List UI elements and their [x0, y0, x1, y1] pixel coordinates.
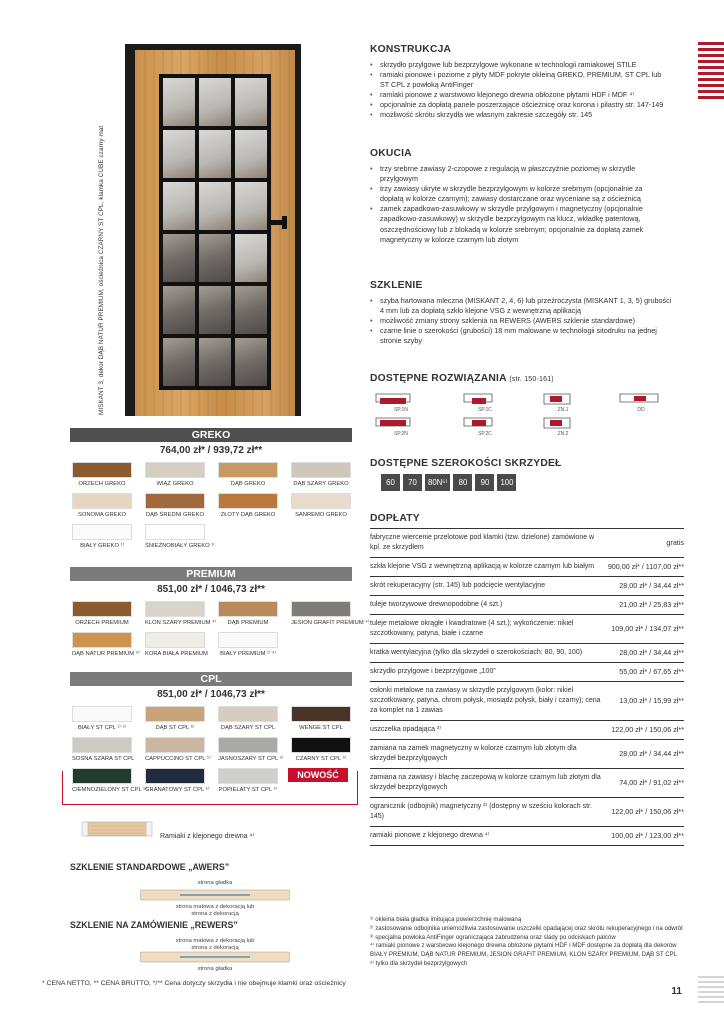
- surcharge-row: [370, 615, 684, 644]
- glazing-order-diagram-icon: [140, 950, 290, 964]
- surcharge-description: zamiana na zamek magnetyczny w kolorze czarnym lub złotym dla skrzydeł bezprzylgowych: [370, 740, 602, 769]
- swatch-chip: [218, 706, 278, 722]
- szklenie-item: stronie szyby: [380, 336, 422, 346]
- widths-section: [370, 458, 684, 469]
- premium-panel: [70, 567, 370, 657]
- swatch-label: JASNOSZARY ST CPL ⁵⁾: [218, 756, 284, 762]
- color-swatch: [145, 493, 205, 518]
- glazing-order-top-label-1: strona matowa z dekoracją lub: [175, 938, 255, 944]
- swatch-label: KORA BIAŁA PREMIUM: [145, 651, 208, 657]
- surcharge-price: gratis: [602, 529, 684, 558]
- swatch-label: SONOMA GREKO: [78, 512, 126, 518]
- swatch-chip: [218, 601, 278, 617]
- swatch-label: BIAŁY ST CPL ¹⁾ ⁵⁾: [77, 725, 127, 731]
- okucia-item: • trzy srebrne zawiasy 2-czopowe z regulacją w płaszczyźnie poziomej w skrzydle: [370, 164, 684, 174]
- glazing-order-top-label-2: strona z dekoracją: [191, 945, 239, 951]
- width-option: 80: [453, 474, 472, 491]
- konstrukcja-list: [370, 60, 684, 121]
- greko-title: GREKO: [70, 428, 352, 442]
- door-handle: [269, 220, 287, 225]
- solutions-section: [370, 373, 684, 384]
- swatch-label: SOSNA SZARA ST CPL: [72, 756, 135, 762]
- surcharge-description: osłonki metalowe na zawiasy w skrzydle przylgowym (kolor: nikiel szczotkowany, patyna, chrom połysk, mosiądz połysk, biały i czarny); cena za komplet na 1 zawias: [370, 682, 602, 721]
- surcharge-row: [370, 769, 684, 798]
- width-option: 80N⁵⁾: [425, 474, 450, 491]
- surcharge-row: [370, 529, 684, 558]
- footnote-line: ¹⁾ okleina biała gładka imitująca powierzchnię malowaną: [370, 916, 522, 923]
- color-swatch: [145, 524, 215, 549]
- swatch-chip: [291, 706, 351, 722]
- swatch-chip: [145, 524, 205, 540]
- color-swatch: [72, 632, 140, 657]
- surcharge-description: ramiaki pionowe z klejonego drewna ⁴⁾: [370, 827, 602, 846]
- surcharge-description: tuleje metalowe okrągłe i kwadratowe (4 szt.); wykończenie: nikiel szczotkowany, patyna, białe i czarne: [370, 615, 602, 644]
- konstrukcja-title: KONSTRUKCJA: [370, 44, 452, 55]
- width-option: 100: [497, 474, 516, 491]
- surcharge-row: [370, 798, 684, 827]
- footnote-line: BIAŁY PREMIUM, DĄB NATUR PREMIUM, JESION GRAFIT PREMIUM, KLON SZARY PREMIUM, DĄB ST CPL: [370, 951, 678, 959]
- okucia-title: OKUCIA: [370, 148, 412, 159]
- solutions-title: DOSTĘPNE ROZWIĄZANIA: [370, 373, 507, 384]
- doplaty-table: [370, 528, 684, 846]
- swatch-chip: [145, 706, 205, 722]
- konstrukcja-item: • ramiaki pionowe i poziome z płyty MDF pokryte okleiną GREKO, PREMIUM, ST CPL lub: [370, 70, 684, 80]
- solution-label-4: DD: [637, 407, 645, 413]
- swatch-chip: [291, 493, 351, 509]
- solution-label-6: SP.2C: [478, 431, 492, 437]
- glued-wood-frame-icon: [80, 818, 154, 840]
- surcharge-row: [370, 577, 684, 596]
- okucia-item: • zamek zapadkowo-zasuwkowy w skrzydle przylgowym i magnetyczny (opcjonalnie: [370, 204, 684, 214]
- konstrukcja-item: • opcjonalnie za dopłatą panele poszerzające ościeżnicę oraz korona i pilastry str. 147-149: [370, 100, 684, 110]
- price-footnote: * CENA NETTO, ** CENA BRUTTO, */** Cena dotyczy skrzydła i nie obejmuje klamki oraz ościeżnicy: [42, 980, 346, 987]
- szklenie-item: 4 mm lub za dopłatą szkło klejone VSG z wewnętrzną aplikacją: [380, 306, 581, 316]
- szklenie-list: [370, 296, 684, 346]
- premium-swatch-grid: [70, 601, 370, 657]
- swatch-label: JESION GRAFIT PREMIUM ⁴⁾: [291, 620, 370, 626]
- color-swatch: [72, 524, 132, 549]
- swatch-chip: [291, 462, 351, 478]
- glazing-standard-top-label: strona gładka: [197, 880, 233, 886]
- surcharge-price: 13,00 zł* / 15,99 zł**: [602, 682, 684, 721]
- swatch-chip: [218, 737, 278, 753]
- doplaty-section: [370, 513, 684, 524]
- color-swatch: [72, 493, 132, 518]
- okucia-item: przylgowym: [380, 174, 418, 184]
- glazing-standard-diagram-icon: [140, 888, 290, 902]
- width-option: 90: [475, 474, 494, 491]
- swatch-chip: [72, 493, 132, 509]
- surcharge-row: [370, 740, 684, 769]
- okucia-item: magnetyczny w kolorze czarnym lub złotym: [380, 234, 519, 244]
- glazing-order-title: SZKLENIE NA ZAMÓWIENIE „REWERS”: [70, 920, 238, 930]
- swatch-label: DĄB PREMIUM: [227, 620, 269, 626]
- swatch-label: ORZECH GREKO: [78, 481, 126, 487]
- swatch-chip: [291, 737, 351, 753]
- surcharge-price: 21,00 zł* / 25,83 zł**: [602, 596, 684, 615]
- doplaty-title: DOPŁATY: [370, 513, 420, 524]
- frames-note: Ramiaki z klejonego drewna ⁴⁾: [160, 833, 255, 840]
- okucia-item: • trzy zawiasy ukryte w skrzydle bezprzylgowym w kolorze srebrnym (opcjonalnie za: [370, 184, 684, 194]
- glazing-standard-bottom-label-1: strona matowa z dekoracją lub: [175, 904, 255, 910]
- surcharge-price: 74,00 zł* / 91,02 zł**: [602, 769, 684, 798]
- swatch-chip: [218, 462, 278, 478]
- greko-price: 764,00 zł* / 939,72 zł**: [159, 445, 263, 456]
- color-swatch: [218, 493, 278, 518]
- color-swatch: [145, 706, 205, 731]
- swatch-chip: [291, 601, 351, 617]
- swatch-label: GRANATOWY ST CPL ⁵⁾: [145, 787, 210, 793]
- page-number: 11: [671, 986, 682, 997]
- swatch-label: WENGE ST CPL: [299, 725, 343, 731]
- surcharge-price: 100,00 zł* / 123,00 zł**: [602, 827, 684, 846]
- glazing-standard-bottom-label-2: strona z dekoracją: [191, 911, 239, 917]
- surcharge-price: 55,00 zł* / 67,65 zł**: [602, 663, 684, 682]
- surcharge-description: ogranicznik (odbojnik) magnetyczny ²⁾ (dostępny w sześciu kolorach str. 145): [370, 798, 602, 827]
- okucia-item: oszczędnościowy lub z blokadą w kolorze srebrnym; opcjonalnie za dopłatą zamek: [380, 224, 644, 234]
- color-swatch: [291, 706, 351, 731]
- footnote-line: ³⁾ specjalna powłoka AntiFinger ograniczająca zabrudzenia oraz ślady po odciskach palców: [370, 933, 616, 941]
- glazing-order-bottom-label: strona gładka: [197, 966, 233, 972]
- surcharge-row: [370, 827, 684, 846]
- swatch-label: DĄB ŚREDNI GREKO: [146, 512, 204, 518]
- cpl-price: 851,00 zł* / 1046,73 zł**: [157, 689, 265, 700]
- swatch-chip: [145, 737, 205, 753]
- swatch-label: ŚNIEŻNOBIAŁY GREKO ¹⁾: [145, 543, 215, 549]
- swatch-label: BIAŁY PREMIUM ¹⁾ ⁴⁾: [220, 651, 276, 657]
- surcharge-row: [370, 682, 684, 721]
- door-photo: [125, 44, 301, 416]
- surcharge-description: fabryczne wiercenie przelotowe pod klamki (tzw. dzielone) zamówione w kpl. ze skrzydłem: [370, 529, 602, 558]
- greko-swatch-grid: [70, 462, 352, 549]
- swatch-label: DĄB GREKO: [230, 481, 266, 487]
- color-swatch: [291, 601, 370, 626]
- color-swatch: [218, 737, 284, 762]
- footnotes: [370, 916, 688, 969]
- konstrukcja-item: ST CPL z powłoką AntiFinger: [380, 80, 474, 90]
- color-swatch: [291, 493, 351, 518]
- greko-panel: [70, 428, 352, 549]
- solutions-diagrams: [372, 392, 672, 440]
- surcharge-description: kratka wentylacyjna (tylko dla skrzydeł o szerokościach: 80, 90, 100): [370, 644, 602, 663]
- szklenie-item: • szyba hartowana mleczna (MISKANT 2, 4, 6) lub przeźroczysta (MISKANT 1, 3, 5) grubości: [370, 296, 684, 306]
- color-swatch: [218, 706, 278, 731]
- solution-label-5: SP.2N: [394, 431, 408, 437]
- swatch-label: BIAŁY GREKO ¹⁾: [80, 543, 124, 549]
- surcharge-row: [370, 644, 684, 663]
- color-swatch: [291, 737, 351, 762]
- solutions-pages: (str. 150-161): [509, 376, 554, 383]
- swatch-label: DĄB SZARY ST CPL: [220, 725, 276, 731]
- swatch-label: WIĄZ GREKO: [156, 481, 194, 487]
- premium-price: 851,00 zł* / 1046,73 zł**: [157, 584, 265, 595]
- color-swatch: [72, 706, 132, 731]
- swatch-chip: [145, 493, 205, 509]
- solution-label-7: ZN.2: [557, 431, 569, 437]
- color-swatch: [72, 737, 135, 762]
- solution-label-1: SP.1N: [394, 407, 408, 413]
- konstrukcja-item: • skrzydło przylgowe lub bezprzylgowe wykonane w technologii ramiakowej STILE: [370, 60, 684, 70]
- swatch-label: CZARNY ST CPL ⁵⁾: [295, 756, 347, 762]
- swatch-label: KLON SZARY PREMIUM ⁴⁾: [145, 620, 217, 626]
- surcharge-description: skrzydło przylgowe i bezprzylgowe „100”: [370, 663, 602, 682]
- swatch-chip: [145, 462, 205, 478]
- swatch-chip: [72, 524, 132, 540]
- widths-title: DOSTĘPNE SZEROKOŚCI SKRZYDEŁ: [370, 458, 562, 469]
- color-swatch: [145, 601, 217, 626]
- surcharge-price: 122,00 zł* / 150,06 zł**: [602, 721, 684, 740]
- door-glazing: [159, 74, 271, 390]
- surcharge-description: tuleje tworzywowe drewnopodobne (4 szt.): [370, 596, 602, 615]
- swatch-label: DĄB NATUR PREMIUM ⁴⁾: [72, 651, 140, 657]
- surcharge-row: [370, 558, 684, 577]
- swatch-label: SANREMO GREKO: [295, 512, 347, 518]
- footnote-line: ²⁾ zastosowanie odbojnika uniemożliwia zastosowanie uszczelki opadającej oraz skrótu rekuperacyjnego i na odwrót: [370, 924, 683, 932]
- door-leaf: [135, 50, 295, 416]
- solution-label-2: SP.1C: [478, 407, 492, 413]
- widths-list: [381, 474, 516, 491]
- color-swatch: [145, 462, 205, 487]
- swatch-label: ZŁOTY DĄB GREKO: [220, 512, 276, 518]
- swatch-label: ORZECH PREMIUM: [75, 620, 129, 626]
- konstrukcja-item: • ramiaki pionowe z warstwowo klejonego drewna obłożone płytami HDF i MDF ⁴⁾: [370, 90, 684, 100]
- footer-stripes-decoration: [698, 976, 724, 1006]
- swatch-chip: [218, 632, 278, 648]
- color-swatch: [145, 632, 208, 657]
- surcharge-price: 900,00 zł* / 1107,00 zł**: [602, 558, 684, 577]
- surcharge-description: skrót rekuperacyjny (str. 145) lub podcięcie wentylacyjne: [370, 577, 602, 596]
- swatch-label: DĄB SZARY GREKO: [293, 481, 349, 487]
- szklenie-item: • możliwość zmiany strony szklenia na REWERS (AWERS szklenie standardowe): [370, 316, 684, 326]
- glazing-standard-title: SZKLENIE STANDARDOWE „AWERS”: [70, 862, 230, 872]
- surcharge-row: [370, 596, 684, 615]
- szklenie-section: [370, 280, 684, 346]
- swatch-chip: [145, 601, 205, 617]
- konstrukcja-item: • możliwość skrótu skrzydła we własnym zakresie szczegóły str. 145: [370, 110, 684, 120]
- swatch-label: CIEMNOZIELONY ST CPL ⁵⁾: [72, 787, 147, 793]
- door-profile-diagrams-icon: [372, 392, 672, 440]
- surcharge-price: 28,00 zł* / 34,44 zł**: [602, 644, 684, 663]
- surcharge-description: szkła klejone VSG z wewnętrzną aplikacją w kolorze czarnym lub białym: [370, 558, 602, 577]
- color-swatch: [72, 462, 132, 487]
- footnote-line: ⁴⁾ ramiaki pionowe z warstwowo klejonego drewna obłożone płytami HDF i MDF dostępne za dopłatą dla dekorów: [370, 942, 677, 950]
- solution-label-3: ZN.1: [557, 407, 569, 413]
- swatch-chip: [72, 632, 132, 648]
- color-swatch: [218, 632, 278, 657]
- surcharge-price: 28,00 zł* / 34,44 zł**: [602, 740, 684, 769]
- surcharge-description: uszczelka opadająca ³⁾: [370, 721, 602, 740]
- okucia-item: dopłatą w kolorze czarnym); zawiasy dostarczane oraz wyceniane są z ościeżnicą: [380, 194, 641, 204]
- cpl-title: CPL: [70, 672, 352, 686]
- swatch-chip: [72, 462, 132, 478]
- surcharge-price: 28,00 zł* / 34,44 zł**: [602, 577, 684, 596]
- header-stripes-decoration: [698, 42, 724, 102]
- swatch-chip: [72, 601, 132, 617]
- okucia-section: [370, 148, 684, 245]
- color-swatch: [218, 462, 278, 487]
- okucia-item: zapadkowo-zasuwkowy) w skrzydle bezprzylgowym na klucz, wkładkę patentową,: [380, 214, 641, 224]
- konstrukcja-section: [370, 44, 684, 121]
- surcharge-row: [370, 663, 684, 682]
- swatch-label: CAPPUCCINO ST CPL ⁵⁾: [145, 756, 211, 762]
- surcharge-row: [370, 721, 684, 740]
- new-badge: NOWOŚĆ: [288, 768, 348, 782]
- swatch-chip: [145, 632, 205, 648]
- swatch-label: DĄB ST CPL ⁵⁾: [155, 725, 195, 731]
- szklenie-title: SZKLENIE: [370, 280, 423, 291]
- swatch-chip: [72, 737, 132, 753]
- swatch-label: POPIELATY ST CPL ⁵⁾: [218, 787, 278, 793]
- surcharge-price: 122,00 zł* / 150,06 zł**: [602, 798, 684, 827]
- color-swatch: [291, 462, 351, 487]
- premium-title: PREMIUM: [70, 567, 352, 581]
- width-option: 60: [381, 474, 400, 491]
- color-swatch: [72, 601, 132, 626]
- width-option: 70: [403, 474, 422, 491]
- color-swatch: [218, 601, 278, 626]
- swatch-chip: [72, 706, 132, 722]
- surcharge-price: 109,00 zł* / 134,07 zł**: [602, 615, 684, 644]
- surcharge-description: zamiana na zawiasy i blachę zaczepową w kolorze czarnym lub złotym dla skrzydeł bezprzylgowych: [370, 769, 602, 798]
- footnote-line: ⁵⁾ tylko dla skrzydeł bezprzylgowych: [370, 959, 468, 967]
- door-caption: MISKANT 3, dekor DĄB NATUR PREMIUM, ościeżnica CZARNY ST CPL, klamka CUBE czarny mat: [98, 125, 105, 415]
- color-swatch: [145, 737, 211, 762]
- okucia-list: [370, 164, 684, 245]
- szklenie-item: • czarne linie o szerokości (grubości) 18 mm malowane w technologii sitodruku na jednej: [370, 326, 684, 336]
- swatch-chip: [218, 493, 278, 509]
